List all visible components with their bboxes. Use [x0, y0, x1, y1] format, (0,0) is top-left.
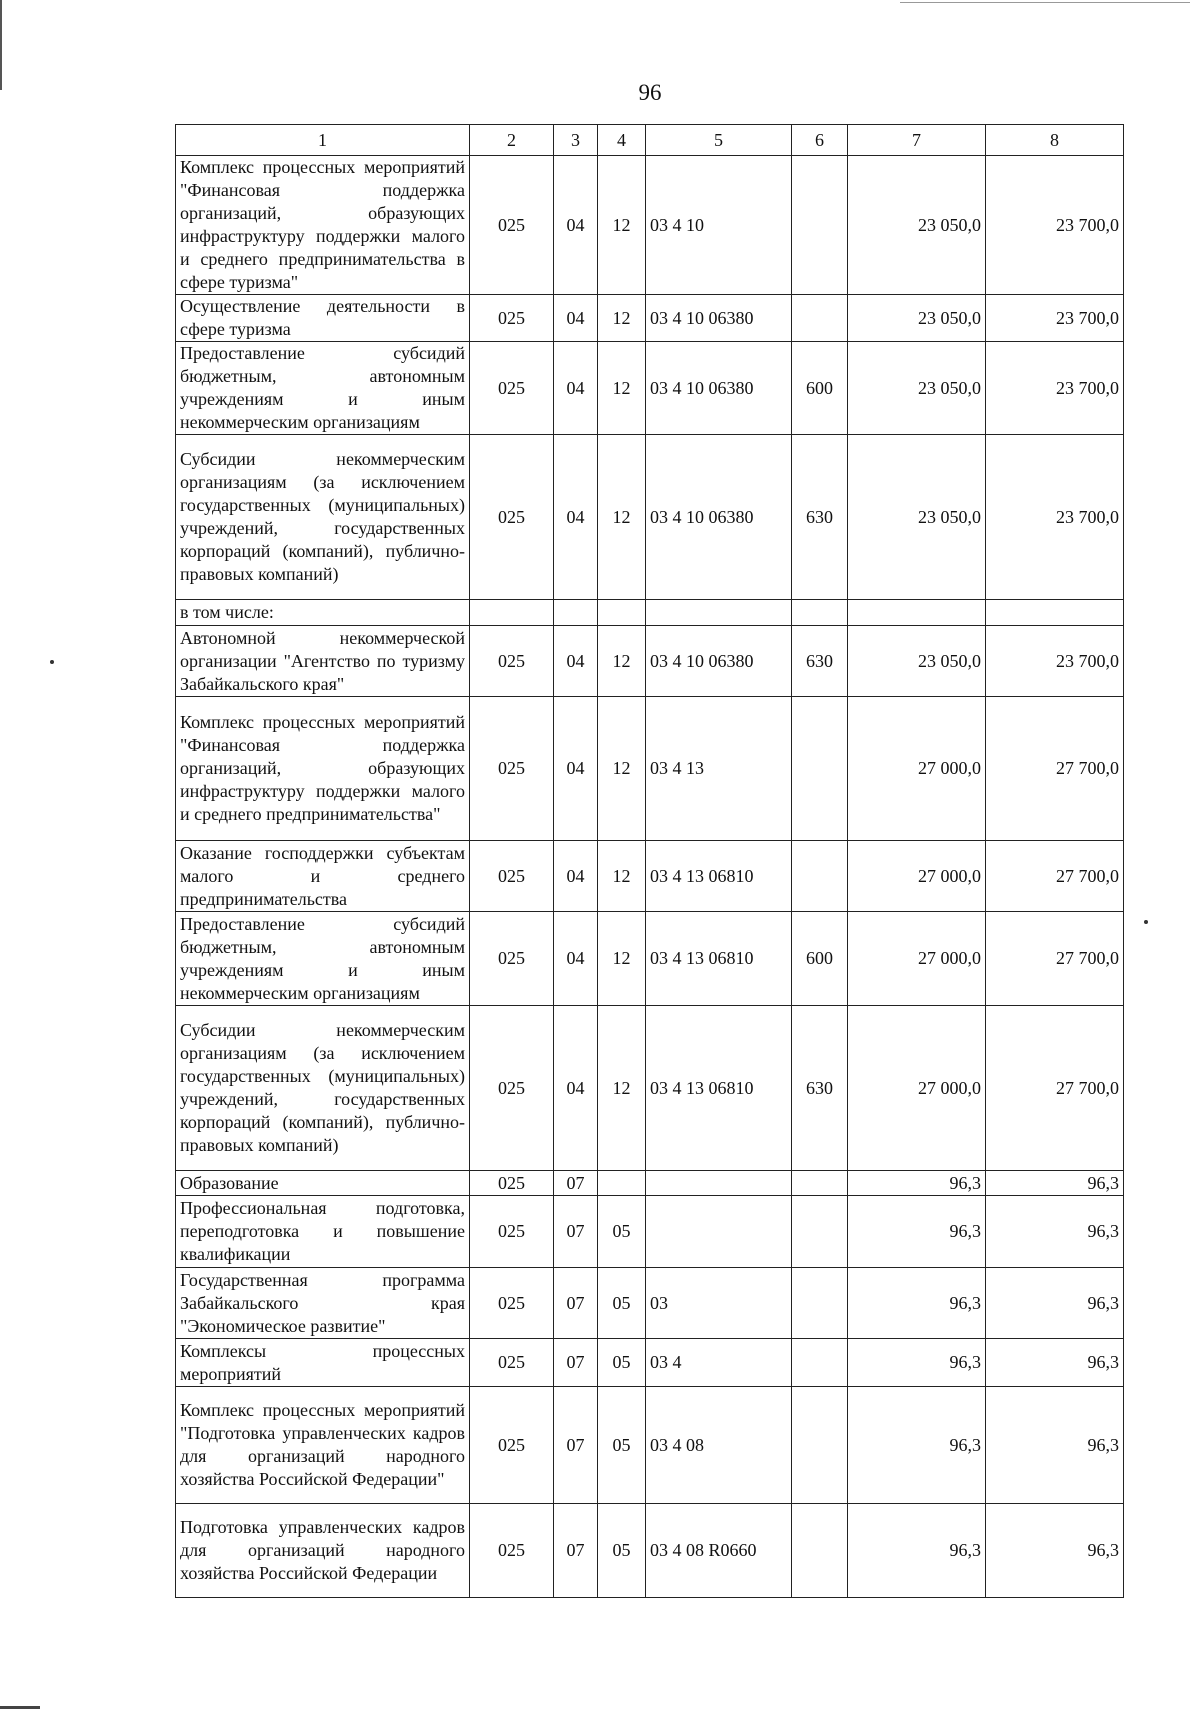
cell-target-article: 03 4 10 06380: [646, 342, 792, 435]
cell-section: 07: [554, 1504, 598, 1598]
table-row: [176, 600, 1124, 626]
cell-section: [554, 600, 598, 626]
column-header: 3: [554, 125, 598, 156]
cell-expense-type: [792, 1387, 848, 1504]
table-row: [176, 841, 1124, 912]
cell-expense-type: [792, 156, 848, 295]
cell-subsection: 12: [598, 295, 646, 342]
cell-section: 07: [554, 1171, 598, 1196]
cell-section: 04: [554, 1006, 598, 1171]
cell-amount-year1: 23 050,0: [848, 342, 986, 435]
table-row: [176, 342, 1124, 435]
row-name: Субсидии некоммерческим организациям (за исключением государственных (муниципальных) учреждений, государственных корпораций (компаний), публично-правовых компаний): [176, 435, 470, 600]
cell-amount-year2: 23 700,0: [986, 626, 1124, 697]
cell-amount-year1: 96,3: [848, 1387, 986, 1504]
cell-section: 04: [554, 435, 598, 600]
scan-edge-bottom: [0, 1706, 40, 1709]
cell-section: 04: [554, 342, 598, 435]
row-name: Субсидии некоммерческим организациям (за исключением государственных (муниципальных) учреждений, государственных корпораций (компаний), публично-правовых компаний): [176, 1006, 470, 1171]
column-header: 2: [470, 125, 554, 156]
row-name: Предоставление субсидий бюджетным, автономным учреждениям и иным некоммерческим организациям: [176, 912, 470, 1006]
cell-section: 04: [554, 912, 598, 1006]
scan-edge-top: [900, 2, 1190, 3]
cell-amount-year1: 96,3: [848, 1504, 986, 1598]
cell-section: 04: [554, 156, 598, 295]
cell-expense-type: [792, 1268, 848, 1339]
table-row: [176, 912, 1124, 1006]
table-row: [176, 1171, 1124, 1196]
cell-admin-code: 025: [470, 1171, 554, 1196]
cell-subsection: 12: [598, 1006, 646, 1171]
cell-admin-code: 025: [470, 156, 554, 295]
cell-target-article: [646, 600, 792, 626]
table-row: [176, 1196, 1124, 1268]
cell-amount-year2: 27 700,0: [986, 697, 1124, 841]
cell-target-article: 03 4 10 06380: [646, 626, 792, 697]
cell-subsection: 05: [598, 1504, 646, 1598]
column-header: 4: [598, 125, 646, 156]
cell-admin-code: 025: [470, 435, 554, 600]
cell-target-article: 03 4 13 06810: [646, 841, 792, 912]
cell-subsection: 12: [598, 912, 646, 1006]
cell-target-article: 03 4 10: [646, 156, 792, 295]
cell-admin-code: 025: [470, 1268, 554, 1339]
cell-admin-code: 025: [470, 697, 554, 841]
table-row: [176, 1387, 1124, 1504]
row-name: Автономной некоммерческой организации "Агентство по туризму Забайкальского края": [176, 626, 470, 697]
cell-subsection: 12: [598, 697, 646, 841]
column-header: 8: [986, 125, 1124, 156]
cell-expense-type: [792, 1339, 848, 1387]
cell-target-article: [646, 1196, 792, 1268]
cell-section: 07: [554, 1268, 598, 1339]
cell-section: 07: [554, 1387, 598, 1504]
cell-expense-type: [792, 295, 848, 342]
cell-amount-year1: 27 000,0: [848, 1006, 986, 1171]
cell-target-article: 03 4 10 06380: [646, 295, 792, 342]
cell-expense-type: 630: [792, 1006, 848, 1171]
cell-target-article: 03 4 10 06380: [646, 435, 792, 600]
cell-section: 07: [554, 1339, 598, 1387]
cell-admin-code: [470, 600, 554, 626]
cell-amount-year1: 96,3: [848, 1171, 986, 1196]
cell-amount-year2: 96,3: [986, 1268, 1124, 1339]
cell-admin-code: 025: [470, 342, 554, 435]
cell-section: 04: [554, 697, 598, 841]
cell-amount-year1: [848, 600, 986, 626]
cell-amount-year1: 23 050,0: [848, 435, 986, 600]
table-row: [176, 295, 1124, 342]
cell-subsection: 12: [598, 156, 646, 295]
cell-expense-type: 600: [792, 912, 848, 1006]
cell-subsection: 05: [598, 1268, 646, 1339]
cell-target-article: [646, 1171, 792, 1196]
column-header: 7: [848, 125, 986, 156]
row-name: Образование: [176, 1171, 470, 1196]
cell-amount-year1: 27 000,0: [848, 841, 986, 912]
cell-target-article: 03 4 08: [646, 1387, 792, 1504]
scan-edge-left: [0, 0, 2, 90]
cell-amount-year1: 23 050,0: [848, 156, 986, 295]
row-name: Профессиональная подготовка, переподготовка и повышение квалификации: [176, 1196, 470, 1268]
cell-amount-year2: 96,3: [986, 1171, 1124, 1196]
cell-amount-year2: 27 700,0: [986, 841, 1124, 912]
cell-subsection: [598, 1171, 646, 1196]
scan-speck: [1144, 920, 1148, 924]
cell-subsection: 12: [598, 841, 646, 912]
budget-table: [175, 124, 1124, 1598]
row-name: Комплекс процессных мероприятий "Подготовка управленческих кадров для организаций народного хозяйства Российской Федерации": [176, 1387, 470, 1504]
cell-admin-code: 025: [470, 1006, 554, 1171]
column-header: 6: [792, 125, 848, 156]
cell-section: 04: [554, 295, 598, 342]
cell-subsection: 05: [598, 1387, 646, 1504]
cell-target-article: 03 4: [646, 1339, 792, 1387]
row-name: Комплекс процессных мероприятий "Финансовая поддержка организаций, образующих инфраструктуру поддержки малого и среднего предпринимательства": [176, 697, 470, 841]
cell-amount-year1: 27 000,0: [848, 697, 986, 841]
page-number: 96: [638, 80, 662, 105]
cell-target-article: 03 4 08 R0660: [646, 1504, 792, 1598]
cell-section: 07: [554, 1196, 598, 1268]
cell-target-article: 03 4 13: [646, 697, 792, 841]
cell-admin-code: 025: [470, 841, 554, 912]
cell-amount-year2: 96,3: [986, 1504, 1124, 1598]
cell-subsection: 12: [598, 435, 646, 600]
cell-expense-type: [792, 841, 848, 912]
scan-speck: [50, 660, 54, 664]
cell-section: 04: [554, 841, 598, 912]
cell-amount-year2: 27 700,0: [986, 1006, 1124, 1171]
row-name: Государственная программа Забайкальского края "Экономическое развитие": [176, 1268, 470, 1339]
row-name: Подготовка управленческих кадров для организаций народного хозяйства Российской Федерации: [176, 1504, 470, 1598]
cell-expense-type: [792, 1504, 848, 1598]
cell-amount-year2: 96,3: [986, 1387, 1124, 1504]
cell-expense-type: [792, 600, 848, 626]
cell-subsection: [598, 600, 646, 626]
cell-subsection: 05: [598, 1339, 646, 1387]
cell-amount-year1: 23 050,0: [848, 626, 986, 697]
cell-admin-code: 025: [470, 1196, 554, 1268]
cell-amount-year1: 96,3: [848, 1339, 986, 1387]
cell-expense-type: [792, 1171, 848, 1196]
cell-admin-code: 025: [470, 1387, 554, 1504]
row-name: Комплекс процессных мероприятий "Финансовая поддержка организаций, образующих инфраструктуру поддержки малого и среднего предпринимательства в сфере туризма": [176, 156, 470, 295]
cell-amount-year2: 23 700,0: [986, 342, 1124, 435]
cell-amount-year1: 23 050,0: [848, 295, 986, 342]
cell-subsection: 12: [598, 342, 646, 435]
cell-amount-year2: 96,3: [986, 1196, 1124, 1268]
column-header: 1: [176, 125, 470, 156]
row-name: Оказание господдержки субъектам малого и среднего предпринимательства: [176, 841, 470, 912]
table-header-row: [176, 125, 1124, 156]
cell-expense-type: 630: [792, 435, 848, 600]
cell-amount-year2: [986, 600, 1124, 626]
cell-expense-type: [792, 1196, 848, 1268]
table-row: [176, 697, 1124, 841]
cell-admin-code: 025: [470, 1504, 554, 1598]
cell-subsection: 05: [598, 1196, 646, 1268]
cell-admin-code: 025: [470, 295, 554, 342]
cell-amount-year1: 96,3: [848, 1268, 986, 1339]
cell-admin-code: 025: [470, 1339, 554, 1387]
cell-expense-type: 600: [792, 342, 848, 435]
cell-expense-type: 630: [792, 626, 848, 697]
column-header: 5: [646, 125, 792, 156]
cell-amount-year2: 23 700,0: [986, 295, 1124, 342]
cell-amount-year2: 23 700,0: [986, 156, 1124, 295]
row-name: Осуществление деятельности в сфере туризма: [176, 295, 470, 342]
cell-target-article: 03 4 13 06810: [646, 912, 792, 1006]
table-row: [176, 1504, 1124, 1598]
cell-amount-year2: 27 700,0: [986, 912, 1124, 1006]
cell-amount-year2: 23 700,0: [986, 435, 1124, 600]
cell-admin-code: 025: [470, 912, 554, 1006]
row-name: Предоставление субсидий бюджетным, автономным учреждениям и иным некоммерческим организациям: [176, 342, 470, 435]
cell-target-article: 03: [646, 1268, 792, 1339]
cell-expense-type: [792, 697, 848, 841]
table-row: [176, 156, 1124, 295]
cell-section: 04: [554, 626, 598, 697]
cell-target-article: 03 4 13 06810: [646, 1006, 792, 1171]
row-name: Комплексы процессных мероприятий: [176, 1339, 470, 1387]
table-row: [176, 1006, 1124, 1171]
cell-subsection: 12: [598, 626, 646, 697]
table-row: [176, 1339, 1124, 1387]
table-row: [176, 626, 1124, 697]
cell-admin-code: 025: [470, 626, 554, 697]
cell-amount-year1: 27 000,0: [848, 912, 986, 1006]
row-name: в том числе:: [176, 600, 470, 626]
cell-amount-year1: 96,3: [848, 1196, 986, 1268]
table-row: [176, 1268, 1124, 1339]
cell-amount-year2: 96,3: [986, 1339, 1124, 1387]
table-row: [176, 435, 1124, 600]
